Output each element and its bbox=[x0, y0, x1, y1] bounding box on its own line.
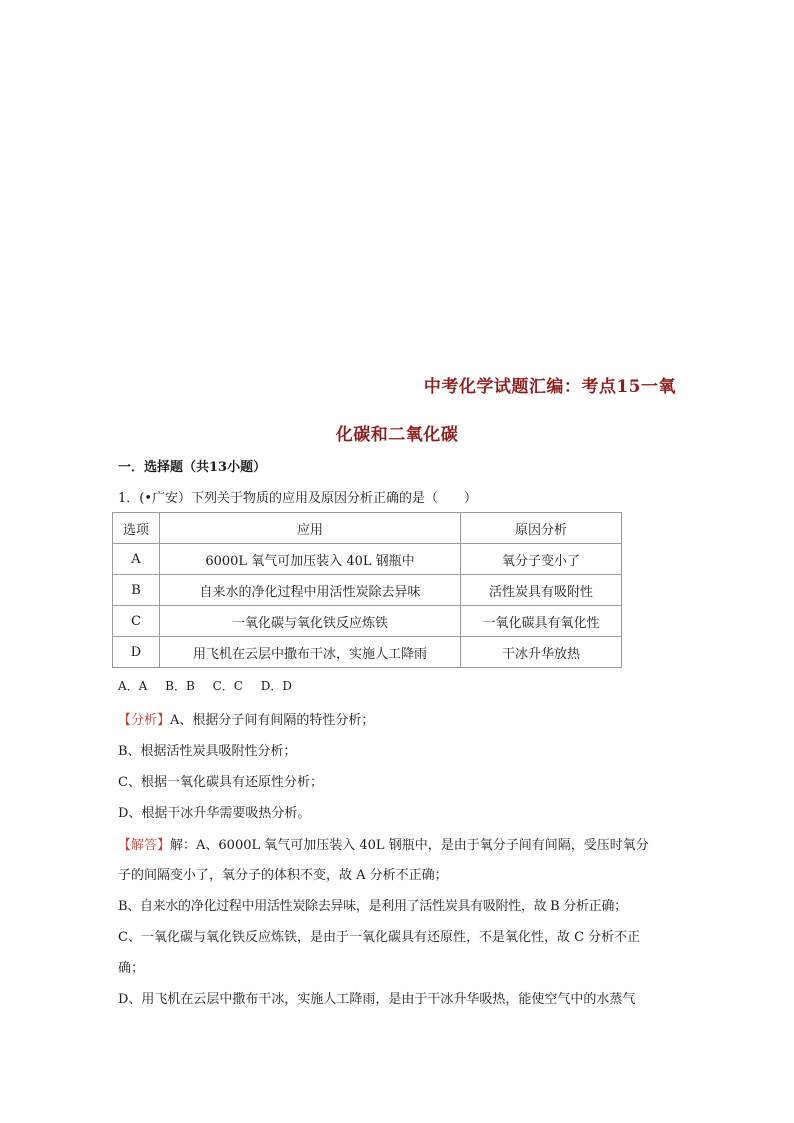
table-cell: 活性炭具有吸附性 bbox=[461, 575, 622, 606]
table-header-cell: 应用 bbox=[160, 513, 461, 544]
answer-table bbox=[112, 512, 622, 668]
table-cell: D bbox=[113, 637, 160, 668]
table-cell: 自来水的净化过程中用活性炭除去异味 bbox=[160, 575, 461, 606]
answer-options: A．A B．B C．C D．D bbox=[118, 679, 293, 693]
table-row bbox=[113, 606, 622, 637]
analysis-tag: 【分析】 bbox=[118, 713, 171, 728]
solution-line: B、自来水的净化过程中用活性炭除去异味，是利用了活性炭具有吸附性，故 B 分析正确； bbox=[118, 899, 627, 914]
solution-tag: 【解答】 bbox=[118, 838, 171, 853]
table-cell: C bbox=[113, 606, 160, 637]
table-row bbox=[113, 575, 622, 606]
table-row bbox=[113, 637, 622, 668]
table-cell: 干冰升华放热 bbox=[461, 637, 622, 668]
analysis-line bbox=[118, 709, 374, 728]
solution-line: C、一氧化碳与氧化铁反应炼铁，是由于一氧化碳具有还原性，不是氧化性，故 C 分析不正 bbox=[118, 930, 641, 945]
solution-line bbox=[118, 834, 649, 853]
table-row bbox=[113, 544, 622, 575]
solution-line: 确； bbox=[118, 961, 145, 976]
solution-text: 解：A、6000L 氧气可加压装入 40L 钢瓶中，是由于氧分子间有间隔，受压时氧分 bbox=[170, 838, 649, 853]
document-title-line1: 中考化学试题汇编：考点15一氧 bbox=[423, 377, 676, 397]
table-cell: 氧分子变小了 bbox=[461, 544, 622, 575]
table-cell: 一氧化碳与氧化铁反应炼铁 bbox=[160, 606, 461, 637]
analysis-line: C、根据一氧化碳具有还原性分析； bbox=[118, 775, 323, 790]
table-header-cell: 选项 bbox=[113, 513, 160, 544]
table-header-row bbox=[113, 513, 622, 544]
table-header-cell: 原因分析 bbox=[461, 513, 622, 544]
solution-line: D、用飞机在云层中撒布干冰，实施人工降雨，是由于干冰升华吸热，能使空气中的水蒸气 bbox=[118, 992, 636, 1007]
analysis-line: D、根据干冰升华需要吸热分析。 bbox=[118, 806, 311, 821]
solution-line: 子的间隔变小了，氧分子的体积不变，故 A 分析不正确； bbox=[118, 868, 448, 883]
analysis-text: A、根据分子间有间隔的特性分析； bbox=[170, 713, 375, 728]
table-cell: 一氧化碳具有氧化性 bbox=[461, 606, 622, 637]
table-cell: 用飞机在云层中撒布干冰，实施人工降雨 bbox=[160, 637, 461, 668]
table-cell: B bbox=[113, 575, 160, 606]
table-cell: A bbox=[113, 544, 160, 575]
section-heading: 一．选择题（共13小题） bbox=[118, 460, 267, 475]
table-cell: 6000L 氧气可加压装入 40L 钢瓶中 bbox=[160, 544, 461, 575]
question-text: 1．(•广安）下列关于物质的应用及原因分析正确的是（ ） bbox=[118, 491, 478, 506]
document-title-line2: 化碳和二氧化碳 bbox=[335, 425, 459, 445]
analysis-line: B、根据活性炭具吸附性分析； bbox=[118, 744, 297, 759]
